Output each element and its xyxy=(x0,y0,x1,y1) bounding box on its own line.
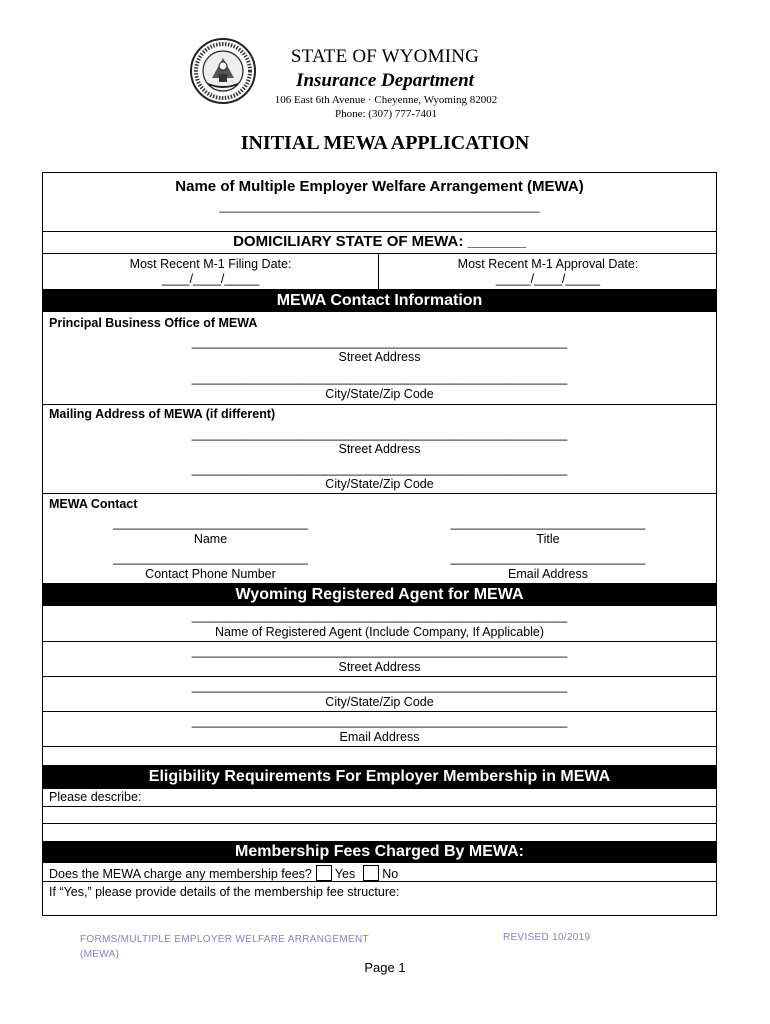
divider xyxy=(43,493,716,494)
mailing-city-field[interactable]: ______________________________________________________ xyxy=(191,462,568,476)
street-address-caption: Street Address xyxy=(338,350,421,364)
city-state-zip-caption: City/State/Zip Code xyxy=(325,695,434,709)
footer-revised: REVISED 10/2019 xyxy=(503,932,591,943)
street-address-caption: Street Address xyxy=(338,660,421,674)
eligibility-header: Eligibility Requirements For Employer Membership in MEWA xyxy=(43,765,716,789)
header-state: STATE OF WYOMING xyxy=(290,46,480,67)
divider xyxy=(43,231,716,232)
agent-name-field[interactable]: ______________________________________________________ xyxy=(191,609,568,623)
contact-name-field[interactable]: ____________________________ xyxy=(113,516,308,530)
contact-phone-caption: Contact Phone Number xyxy=(145,567,276,581)
approval-date-label: Most Recent M-1 Approval Date: xyxy=(457,257,639,271)
approval-date-field[interactable]: _____/____/_____ xyxy=(495,272,601,286)
fees-question xyxy=(49,865,398,881)
footer-form-name: FORMS/MULTIPLE EMPLOYER WELFARE ARRANGEMENT (MEWA) xyxy=(80,934,369,960)
mailing-street-field[interactable]: ______________________________________________________ xyxy=(191,427,568,441)
agent-email-field[interactable]: ______________________________________________________ xyxy=(191,714,568,728)
divider xyxy=(43,253,716,254)
mewa-name-label: Name of Multiple Employer Welfare Arrangement (MEWA) xyxy=(175,178,584,195)
email-caption: Email Address xyxy=(508,567,588,581)
header-address: 106 East 6th Avenue · Cheyenne, Wyoming 82002 xyxy=(274,94,498,106)
fees-question-text: Does the MEWA charge any membership fees? xyxy=(49,867,312,881)
divider xyxy=(43,641,716,642)
mewa-name-field[interactable]: ________________________________________________ xyxy=(219,199,540,213)
form-title: INITIAL MEWA APPLICATION xyxy=(240,132,530,154)
city-state-zip-caption: City/State/Zip Code xyxy=(325,387,434,401)
principal-city-field[interactable]: ______________________________________________________ xyxy=(191,371,568,385)
agent-city-field[interactable]: ______________________________________________________ xyxy=(191,679,568,693)
registered-agent-header: Wyoming Registered Agent for MEWA xyxy=(43,583,716,606)
mewa-contact-label: MEWA Contact xyxy=(49,497,138,511)
membership-fees-header: Membership Fees Charged By MEWA: xyxy=(43,841,716,863)
mailing-address-label: Mailing Address of MEWA (if different) xyxy=(49,407,276,421)
yes-label: Yes xyxy=(334,867,356,881)
city-state-zip-caption: City/State/Zip Code xyxy=(325,477,434,491)
domiciliary-state-field[interactable]: DOMICILIARY STATE OF MEWA: _______ xyxy=(233,233,526,250)
please-describe-label: Please describe: xyxy=(49,790,142,804)
principal-street-field[interactable]: ______________________________________________________ xyxy=(191,335,568,349)
title-caption: Title xyxy=(536,532,560,546)
divider xyxy=(43,881,716,882)
filing-date-field[interactable]: ____/____/_____ xyxy=(161,272,260,286)
divider xyxy=(43,711,716,712)
email-caption: Email Address xyxy=(339,730,420,744)
agent-street-field[interactable]: ______________________________________________________ xyxy=(191,644,568,658)
contact-phone-field[interactable]: ____________________________ xyxy=(113,551,308,565)
contact-email-field[interactable]: ____________________________ xyxy=(450,551,646,565)
no-checkbox[interactable] xyxy=(363,865,379,881)
principal-office-label: Principal Business Office of MEWA xyxy=(49,316,258,330)
page-number: Page 1 xyxy=(364,960,406,975)
no-label: No xyxy=(382,867,399,881)
divider xyxy=(43,676,716,677)
eligibility-field-2[interactable] xyxy=(43,824,716,841)
contact-info-header: MEWA Contact Information xyxy=(43,289,716,312)
header-department: Insurance Department xyxy=(296,70,474,91)
contact-title-field[interactable]: ____________________________ xyxy=(450,516,646,530)
divider xyxy=(43,404,716,405)
street-address-caption: Street Address xyxy=(338,442,421,456)
filing-date-label: Most Recent M-1 Filing Date: xyxy=(129,257,292,271)
fee-details-label: If “Yes,” please provide details of the membership fee structure: xyxy=(49,885,400,899)
header-phone: Phone: (307) 777-7401 xyxy=(334,108,438,120)
divider xyxy=(43,746,716,747)
application-form xyxy=(42,172,717,916)
yes-checkbox[interactable] xyxy=(316,865,332,881)
name-caption: Name xyxy=(193,532,228,546)
agent-name-caption: Name of Registered Agent (Include Company, If Applicable) xyxy=(214,625,545,639)
eligibility-field-1[interactable] xyxy=(43,807,716,823)
